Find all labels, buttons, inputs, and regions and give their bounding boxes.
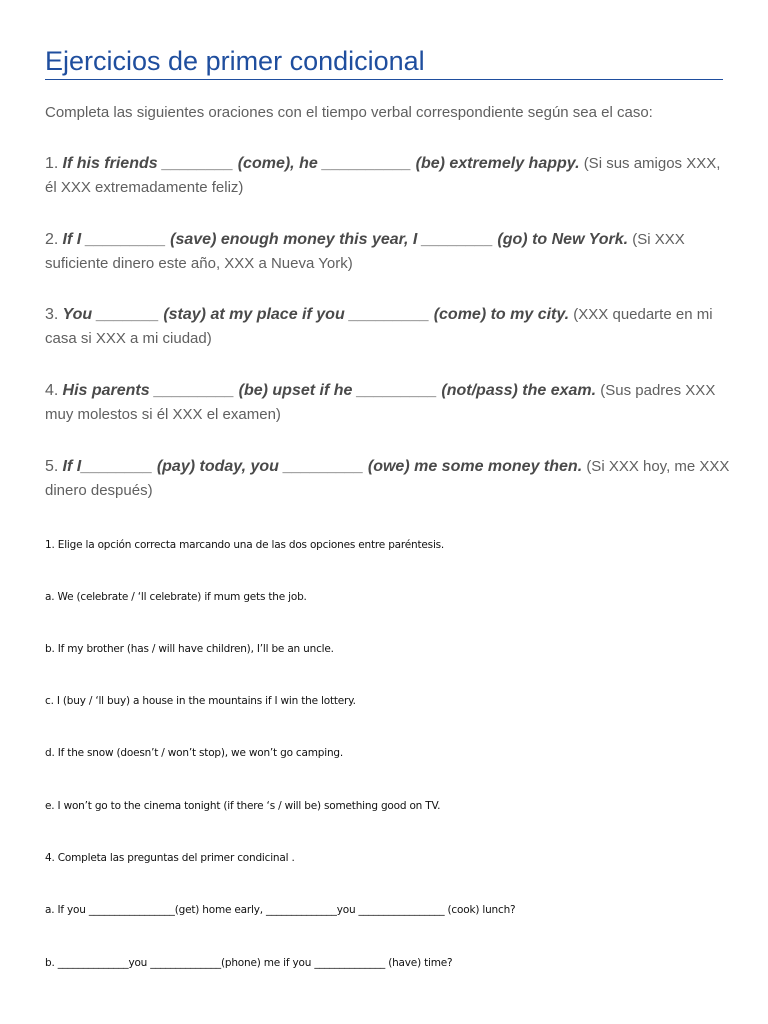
section-1-item-b: b. If my brother (has / will have children), I’ll be an uncle. [45, 643, 334, 655]
section-4-heading: 4. Completa las preguntas del primer condicinal . [45, 852, 295, 864]
section-1-item-e: e. I won’t go to the cinema tonight (if there ‘s / will be) something good on TV. [45, 800, 441, 812]
exercise-translation: (Si sus amigos XXX, él XXX extremadamente feliz) [45, 155, 721, 196]
title-underline [45, 79, 723, 80]
exercise-translation: (Sus padres XXX muy molestos si él XXX el examen) [45, 382, 716, 423]
exercise-translation: (Si XXX suficiente dinero este año, XXX a Nueva York) [45, 231, 685, 272]
exercise-translation: (XXX quedarte en mi casa si XXX a mi ciudad) [45, 306, 713, 347]
section-4-item-b: b. ______________you ______________(phone) me if you ______________ (have) time? [45, 957, 453, 969]
exercise-4 [45, 379, 735, 427]
exercise-question: You _______ (stay) at my place if you _________ (come) to my city. [62, 306, 570, 323]
exercise-2 [45, 228, 735, 276]
exercise-number: 3. [45, 306, 59, 323]
exercise-question: His parents _________ (be) upset if he _________ (not/pass) the exam. [62, 382, 597, 399]
exercise-5 [45, 455, 735, 503]
page-title: Ejercicios de primer condicional [45, 46, 425, 76]
exercise-question: If I _________ (save) enough money this year, I ________ (go) to New York. [62, 231, 629, 248]
section-4-item-a: a. If you _________________(get) home early, ______________you _________________ (cook) lunch? [45, 904, 516, 916]
section-1-item-c: c. I (buy / ‘ll buy) a house in the mountains if I win the lottery. [45, 695, 356, 707]
instructions: Completa las siguientes oraciones con el tiempo verbal correspondiente según sea el caso: [45, 104, 653, 121]
exercise-3 [45, 303, 735, 351]
exercise-translation: (Si XXX hoy, me XXX dinero después) [45, 458, 730, 499]
section-1-item-d: d. If the snow (doesn’t / won’t stop), we won’t go camping. [45, 747, 344, 759]
exercise-number: 5. [45, 458, 59, 475]
exercise-number: 1. [45, 155, 59, 172]
exercise-question: If I________ (pay) today, you _________ (owe) me some money then. [62, 458, 583, 475]
section-1-heading: 1. Elige la opción correcta marcando una de las dos opciones entre paréntesis. [45, 539, 445, 551]
exercise-number: 2. [45, 231, 59, 248]
exercise-1 [45, 152, 735, 200]
exercise-number: 4. [45, 382, 59, 399]
section-1-item-a: a. We (celebrate / ‘ll celebrate) if mum gets the job. [45, 591, 307, 603]
exercise-question: If his friends ________ (come), he __________ (be) extremely happy. [62, 155, 580, 172]
